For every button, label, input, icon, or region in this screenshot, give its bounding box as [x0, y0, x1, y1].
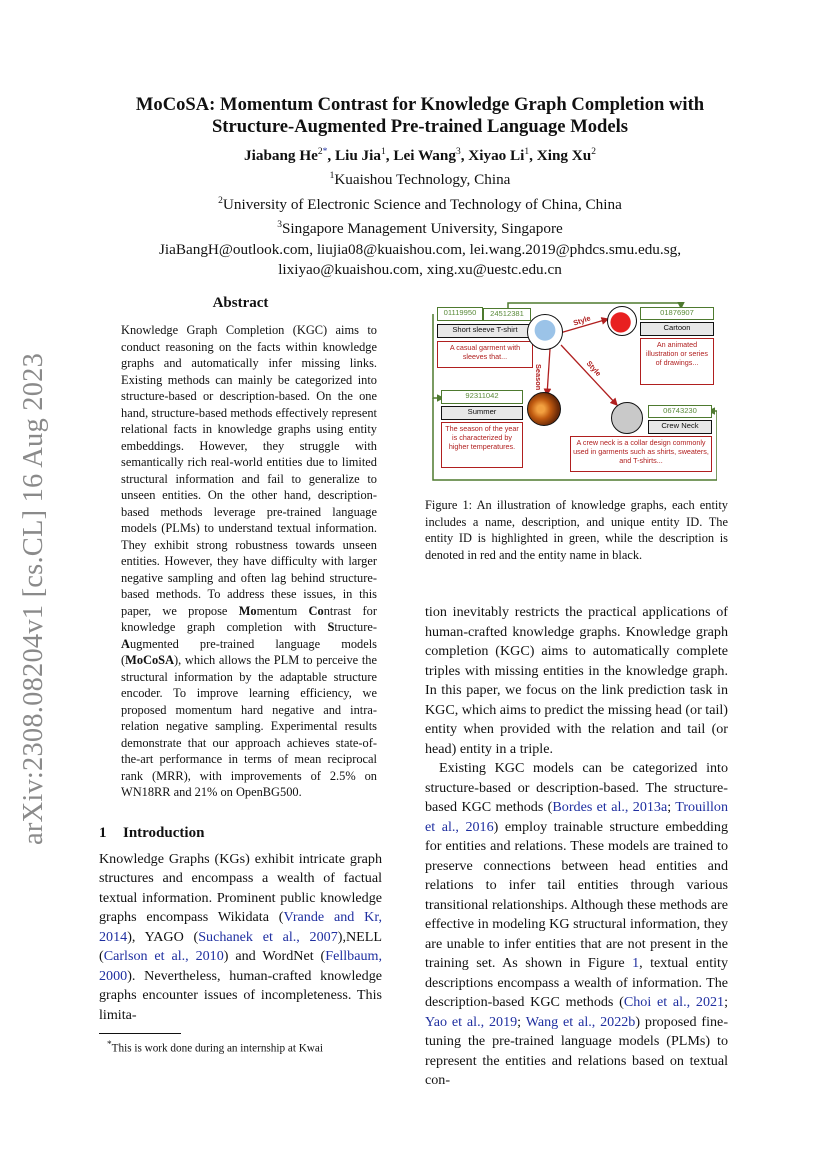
author-sup: 2	[591, 147, 596, 157]
summer-image	[527, 392, 561, 426]
footnote-mark-link[interactable]: *	[322, 147, 328, 157]
affiliation	[95, 215, 745, 240]
body-text: ) and WordNet (	[223, 948, 326, 964]
body-text: ) employ trainable structure embedding for entities and relations. These models are trained to preserve connections between head entities and relations to infer tail entities through various transitional relationships. Although these methods are effective in modeling KG structural information, they are unable to infer entities that are not present in the training set. As shown in Figure	[425, 818, 729, 971]
right-column	[425, 603, 728, 1091]
abstract-text: mentum	[256, 603, 309, 618]
abstract-text: ), which allows the PLM to perceive the structural information by the adaptable structure encoder. To improve learning efficiency, we proposed momentum hard negative and intra-relation negative sampling. Experimental results demonstrate that our approach achieves state-of-the-art performance in terms of mean reciprocal rank (MRR), with improvements of 2.5% on WN18RR and 21% on OpenBG500.	[121, 653, 377, 799]
figure-caption: Figure 1: An illustration of knowledge graphs, each entity includes a name, description, and unique entity ID. The entity ID is highlighted in green, while the description is denoted in red and the entity name in black.	[425, 498, 728, 562]
entity-name: Short sleeve T-shirt	[437, 324, 533, 338]
bold-letter: Co	[308, 603, 324, 618]
abstract-text: tructure-	[334, 620, 377, 634]
author: Liu Jia	[334, 147, 381, 165]
citation-link[interactable]: Suchanek et al., 2007	[198, 928, 338, 945]
abstract-heading: Abstract	[212, 295, 269, 311]
author-sup: 1	[380, 147, 386, 157]
author: Xing Xu	[536, 147, 592, 165]
figure-reference-link[interactable]: 1	[632, 955, 640, 971]
emails-line-2: lixiyao@kuaishou.com, xing.xu@uestc.edu.cn	[278, 261, 562, 279]
citation-link[interactable]: Vrande and Kr, 2014	[99, 909, 383, 945]
citation-link[interactable]: Trouillon et al., 2016	[425, 799, 728, 835]
emails-line-1: JiaBangH@outlook.com, liujia08@kuaishou.com, lei.wang.2019@phdcs.smu.edu.sg,	[159, 240, 681, 258]
body-text: ),NELL (	[99, 928, 382, 964]
entity-id: 24512381	[483, 308, 531, 321]
affil-sup: 3	[277, 220, 282, 231]
paper-header	[95, 94, 745, 281]
affil-text: Singapore Management University, Singapore	[281, 220, 563, 238]
author: Lei Wang	[393, 147, 456, 165]
body-text: Existing KGC models can be categorized into structure-based or description-based. The structure-based KGC methods (	[425, 760, 728, 815]
body-text: ;	[517, 1013, 526, 1030]
body-text: ), YAGO (	[127, 928, 199, 945]
bold-letter: S	[327, 620, 335, 634]
affil-text: Kuaishou Technology, China	[334, 171, 511, 189]
relation-label: Season	[534, 364, 543, 391]
crew-neck-image	[611, 402, 643, 434]
entity-id: 01876907	[640, 307, 714, 320]
paper-title	[95, 94, 745, 138]
affil-sup: 2	[218, 195, 223, 206]
entity-name: Crew Neck	[648, 420, 712, 434]
intro-paragraph-right-2	[425, 759, 728, 1091]
intro-paragraph-left	[99, 850, 382, 1026]
affiliation	[95, 191, 745, 216]
footnote-rule	[99, 1033, 181, 1034]
author-list: Jiabang $He^{2*}$, Liu Jia$^1$, Lei Wang$^3$, Xiyao Li$^1$, Xing Xu$^2$	[244, 147, 596, 165]
entity-description: A casual garment with sleeves that...	[437, 341, 533, 368]
entity-id: 06743230	[648, 405, 712, 418]
body-text: ) proposed fine-tuning the pre-trained language models (PLMs) to represent the entities and relations based on textual con-	[425, 1013, 729, 1088]
body-text: ). Nevertheless, human-crafted knowledge graphs encounter issues of incompleteness. This limita-	[99, 967, 382, 1023]
footnote-text: This is work done during an internship at Kwai	[111, 1042, 323, 1055]
abstract-text: ntrast for knowledge graph completion with	[121, 603, 377, 634]
title-line-2: Structure-Augmented Pre-trained Language Models	[211, 116, 629, 137]
author-sup: 1	[524, 147, 530, 157]
arxiv-side-stamp: arXiv:2308.08204v1 [cs.CL] 16 Aug 2023	[18, 352, 49, 845]
citation-link[interactable]: Bordes et al., 2013a	[552, 799, 668, 815]
cartoon-car-image	[607, 306, 637, 336]
abstract-text: Knowledge Graph Completion (KGC) aims to conduct reasoning on the facts within knowledge graphs and automatically infer missing links. Existing methods can mainly be categorized into structure-based or description-based. On the one hand, structure-based methods effectively represent relational facts in knowledge graphs using entity embeddings. However, they struggle with semantically rich real-world entities due to limited structural information and fail to generalize to unseen entities. On the other hand, description-based methods leverage pre-trained language models (PLMs) to understand textual information. They exhibit strong robustness towards unseen entities. However, they have difficulty with larger negative sampling and often lag behind structure-based methods. To address these issues, in this paper, we propose	[121, 323, 377, 618]
author: Jiabang He	[244, 147, 318, 165]
bold-letter: Mo	[238, 603, 257, 618]
entity-description: A crew neck is a collar design commonly used in garments such as shirts, sweaters, and T-shirts...	[570, 436, 712, 472]
left-column	[99, 295, 382, 1056]
body-text: ;	[724, 994, 729, 1010]
author-sup: 3	[455, 147, 461, 157]
footnote	[99, 1038, 382, 1056]
body-text: , textual entity descriptions encompass a wealth of information. The description-based KGC methods (	[425, 955, 728, 1010]
entity-id: 92311042	[441, 390, 523, 404]
tshirt-image	[527, 314, 563, 350]
entity-id: 01119950	[437, 307, 483, 321]
figure-1-knowledge-graph	[425, 302, 717, 482]
abstract-text: ugmented pre-trained language models (	[121, 636, 377, 667]
model-name: MoCoSA	[125, 653, 175, 667]
citation-link[interactable]: Wang et al., 2022b	[525, 1013, 636, 1030]
emails	[95, 240, 745, 281]
relation-label: Style	[572, 313, 592, 328]
entity-description: The season of the year is characterized by higher temperatures.	[441, 422, 523, 468]
author: Xiyao Li	[468, 147, 525, 165]
citation-link[interactable]: Carlson et al., 2010	[103, 948, 224, 964]
citation-link[interactable]: Choi et al., 2021	[623, 994, 725, 1010]
affiliation	[95, 166, 745, 191]
footnote-mark: *	[107, 1040, 112, 1050]
section-heading	[99, 825, 382, 842]
citation-link[interactable]: Fellbaum, 2000	[99, 948, 382, 984]
affil-text: University of Electronic Science and Technology of China, China	[222, 195, 622, 213]
body-text: ;	[667, 799, 676, 815]
abstract-body	[121, 322, 378, 801]
entity-name: Summer	[441, 406, 523, 420]
entity-name: Cartoon	[640, 322, 714, 336]
intro-paragraph-right-1: tion inevitably restricts the practical applications of human-crafted knowledge graphs. Knowledge graph completion (KGC) aims to automatically complete triples with missing entities in the knowledge graph. In this paper, we focus on the link prediction task in KGC, which aims to predict the missing head (or tail) entity when provided with the relation and tail (or head) entity in a triple.	[425, 604, 728, 757]
section-title: Introduction	[123, 824, 205, 841]
figure-caption-block	[425, 497, 728, 563]
title-line-1: MoCoSA: Momentum Contrast for Knowledge Graph Completion with	[135, 94, 705, 115]
citation-link[interactable]: Yao et al., 2019	[425, 1013, 518, 1030]
relation-label: Style	[584, 358, 604, 379]
entity-description: An animated illustration or series of drawings...	[640, 338, 714, 385]
author-sup: 2	[317, 147, 323, 157]
section-number: 1	[99, 824, 107, 841]
body-text: Knowledge Graphs (KGs) exhibit intricate graph structures and encompass a wealth of factual textual information. Prominent public knowledge graphs encompass Wikidata (	[99, 850, 382, 925]
affil-sup: 1	[329, 171, 335, 182]
bold-letter: A	[121, 636, 130, 651]
